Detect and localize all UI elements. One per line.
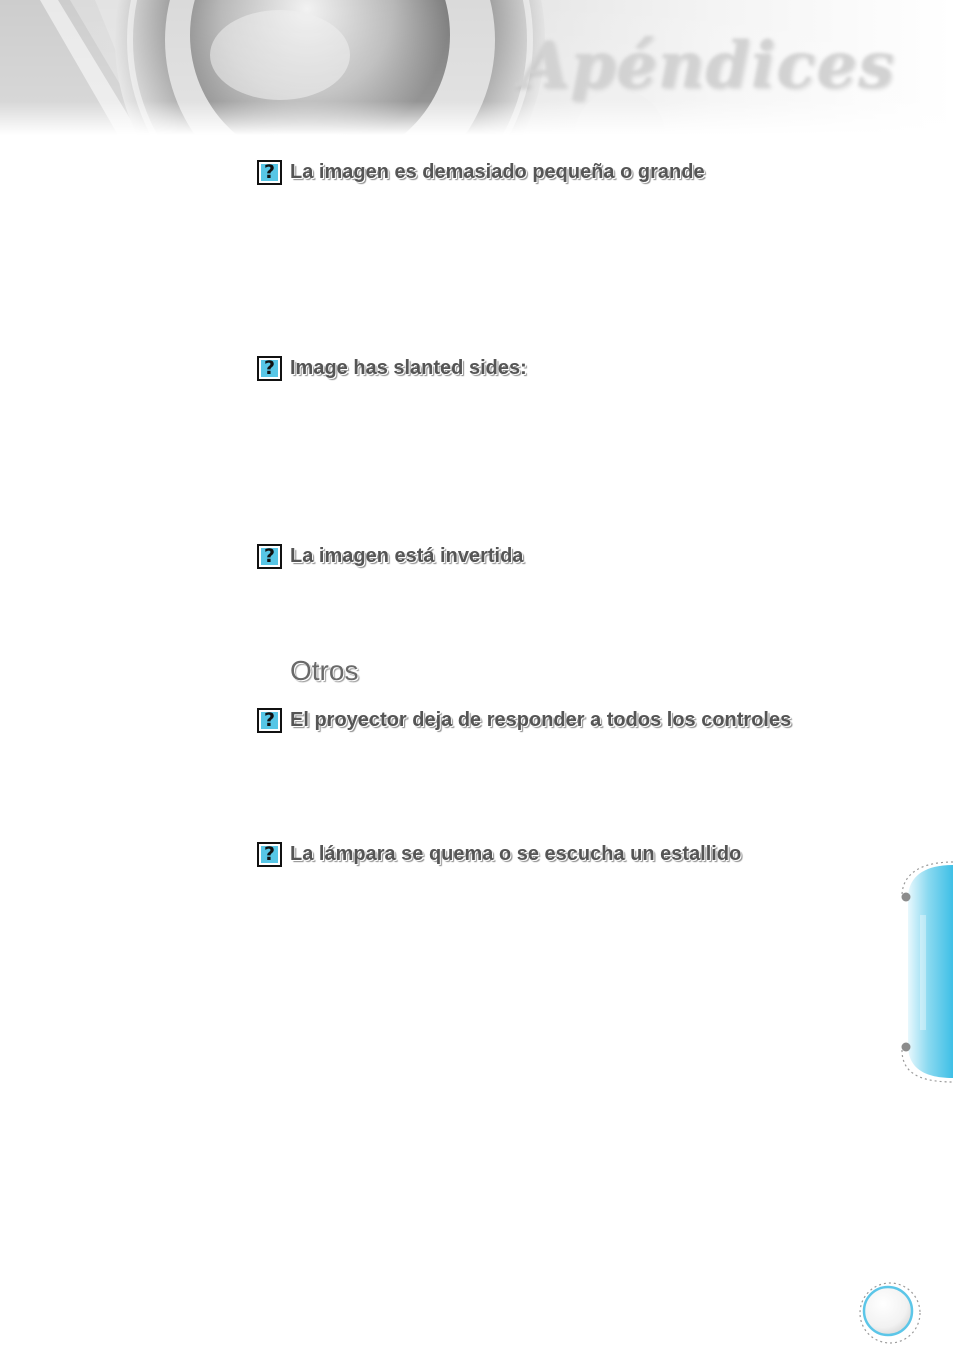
- faq-heading: El proyector deja de responder a todos los controles: [290, 708, 792, 731]
- side-tab: [880, 860, 953, 1085]
- faq-item: [257, 158, 705, 186]
- header-title: Apéndices: [519, 28, 895, 103]
- faq-heading: La imagen está invertida: [290, 544, 524, 567]
- page-badge-art: [855, 1278, 925, 1348]
- question-icon: ?: [257, 356, 282, 381]
- faq-heading: La lámpara se quema o se escucha un estallido: [290, 842, 742, 865]
- section-heading-otros: Otros: [290, 655, 359, 686]
- question-icon: ?: [257, 842, 282, 867]
- question-icon: ?: [257, 160, 282, 185]
- faq-heading: Image has slanted sides:: [290, 356, 527, 379]
- question-icon: ?: [257, 708, 282, 733]
- question-icon: ?: [257, 544, 282, 569]
- side-tab-art: [880, 860, 953, 1085]
- faq-item: [257, 840, 741, 868]
- header-banner: [0, 0, 953, 135]
- faq-heading: La imagen es demasiado pequeña o grande: [290, 160, 705, 183]
- faq-item: [257, 354, 527, 382]
- faq-item: [257, 706, 791, 734]
- faq-item: [257, 542, 523, 570]
- page-number-badge: [855, 1278, 925, 1348]
